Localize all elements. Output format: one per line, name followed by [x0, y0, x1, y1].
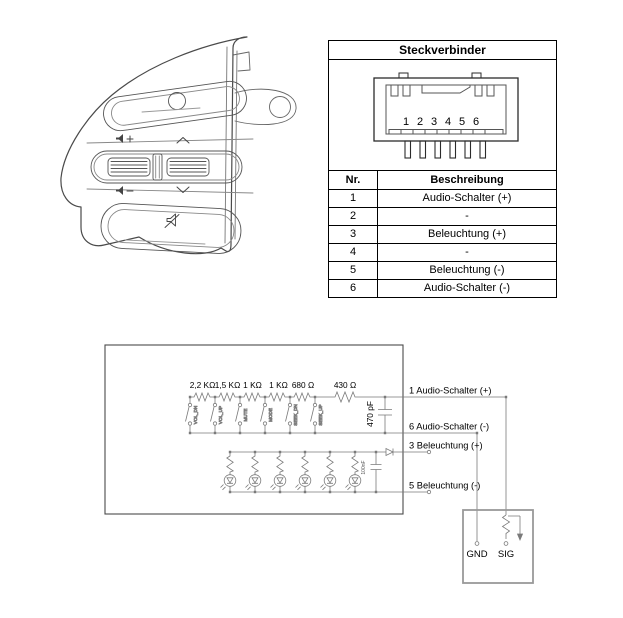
pin-numbers [403, 116, 479, 128]
bezel-outline [61, 37, 247, 254]
mounting-tab [233, 52, 296, 125]
led-branch [246, 452, 261, 492]
switch-vol-dn [186, 397, 199, 433]
led-branch [271, 452, 286, 492]
label-illum-minus: 5 Beleuchtung (-) [409, 480, 481, 491]
svg-text:MUTE: MUTE [243, 408, 248, 422]
receiver-module-box [463, 510, 533, 583]
svg-text:VOL_UP: VOL_UP [218, 405, 223, 425]
line-labels [409, 386, 491, 491]
label-audio-plus: 1 Audio-Schalter (+) [409, 385, 492, 396]
led-branch [346, 452, 361, 492]
pin-desc: - [465, 210, 469, 222]
rocker-divider [153, 154, 162, 180]
circuit-svg [97, 337, 623, 613]
switch-seek-dn [286, 397, 299, 433]
capacitor-100nF [371, 452, 382, 492]
wiring [186, 392, 507, 541]
pin-number: 4 [444, 116, 452, 128]
svg-text:680 Ω: 680 Ω [291, 380, 315, 390]
pin-nr: 1 [329, 190, 378, 207]
mute-button [100, 202, 242, 254]
resistor-values [190, 380, 356, 390]
cap-470pf-label: 470 pF [365, 401, 375, 427]
capacitor-470pF [378, 397, 392, 433]
svg-text:SEEK_DN: SEEK_DN [293, 404, 298, 426]
cap-100nf-label: 100nF [361, 460, 367, 475]
rocker-switch-group [91, 151, 242, 183]
diode [386, 449, 403, 456]
wire-audio-plus [403, 397, 506, 515]
svg-text:MODE: MODE [268, 408, 273, 422]
speaker-mute-icon [165, 214, 179, 228]
pin-number: 6 [472, 116, 480, 128]
pin-nr: 5 [329, 262, 378, 279]
col-header-nr: Nr. [329, 171, 378, 189]
svg-text:1,5 KΩ: 1,5 KΩ [214, 380, 241, 390]
signal-arrow [508, 516, 520, 535]
resistor [190, 393, 214, 401]
led-branch [321, 452, 336, 492]
svg-text:VOL_DN: VOL_DN [193, 405, 198, 425]
pin-desc: Audio-Schalter (+) [422, 192, 512, 204]
connector-pins [405, 141, 486, 158]
pin-number: 5 [458, 116, 466, 128]
svg-text:430 Ω: 430 Ω [333, 380, 357, 390]
pin-desc: Beleuchtung (+) [428, 228, 506, 240]
connector-spec-panel [328, 40, 557, 298]
svg-text:2,2 KΩ: 2,2 KΩ [189, 380, 216, 390]
volume-rocker [108, 158, 150, 176]
pin-desc: Audio-Schalter (-) [423, 282, 511, 294]
steering-control-drawing [30, 15, 315, 305]
connector-drawing [329, 61, 556, 169]
panel-title: Steckverbinder [329, 41, 556, 60]
table-row [329, 262, 556, 280]
circuit-diagram [97, 337, 623, 618]
table-row [329, 280, 556, 297]
pin-nr: 6 [329, 280, 378, 297]
switch-seek-up [311, 397, 324, 433]
table-header-row [329, 171, 556, 190]
pullup-resistor [503, 515, 510, 539]
table-row [329, 190, 556, 208]
switch-vol-up [211, 397, 224, 433]
terminal-gnd-label: GND [466, 549, 488, 560]
key-notch [391, 85, 398, 96]
table-row [329, 226, 556, 244]
pin-desc: - [465, 246, 469, 258]
pin-number: 3 [430, 116, 438, 128]
seek-rocker [167, 158, 209, 176]
pin-nr: 4 [329, 244, 378, 261]
pin-desc: Beleuchtung (-) [429, 264, 505, 276]
col-header-desc: Beschreibung [430, 174, 504, 186]
label-audio-minus: 6 Audio-Schalter (-) [409, 421, 490, 432]
led-branch [221, 452, 236, 492]
pin-nr: 3 [329, 226, 378, 243]
speaker-minus-icon [116, 186, 133, 195]
terminal-sig-label: SIG [497, 549, 515, 560]
switch-mode [261, 397, 274, 433]
connector-housing [374, 78, 518, 141]
ring-icon [169, 93, 186, 110]
connector-drawing-cell [329, 60, 556, 171]
switch-unit-box [105, 345, 403, 514]
steering-wheel-control-illustration [30, 15, 315, 310]
svg-text:SEEK_UP: SEEK_UP [318, 404, 323, 426]
svg-text:1 KΩ: 1 KΩ [243, 380, 262, 390]
pin-nr: 2 [329, 208, 378, 225]
led-branch [296, 452, 311, 492]
pin-number: 2 [416, 116, 424, 128]
pin-number: 1 [402, 116, 410, 128]
switch-mute [236, 397, 249, 433]
table-row [329, 208, 556, 226]
svg-text:1 KΩ: 1 KΩ [269, 380, 288, 390]
table-row [329, 244, 556, 262]
label-illum-plus: 3 Beleuchtung (+) [409, 440, 483, 451]
